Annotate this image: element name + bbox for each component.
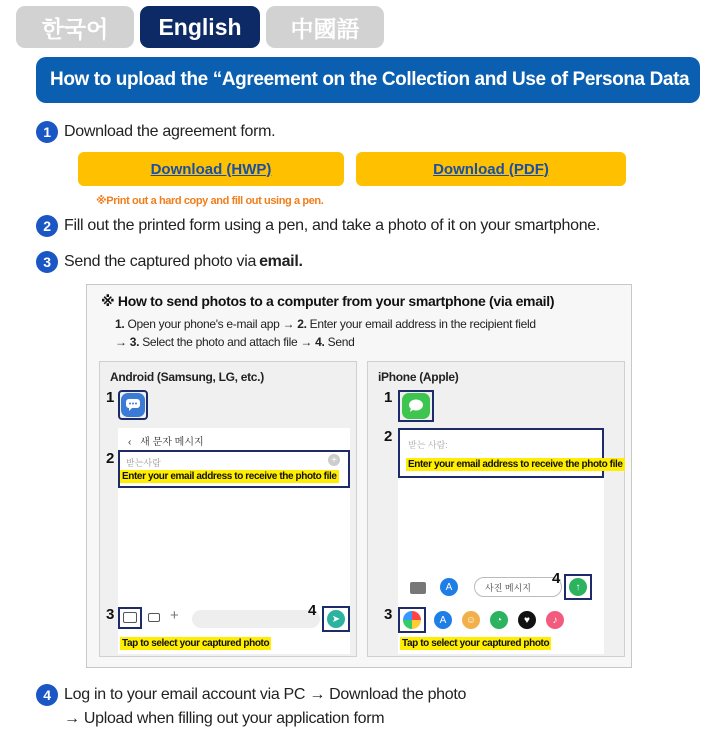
back-arrow-icon[interactable]: ‹: [128, 437, 132, 448]
tab-english[interactable]: English: [140, 6, 260, 48]
send-icon[interactable]: ➤: [327, 610, 345, 628]
android-message-input[interactable]: [192, 610, 320, 628]
guide-title: ※ How to send photos to a computer from your smartphone (via email): [101, 293, 555, 309]
iphone-recipient-field[interactable]: 받는 사람:: [408, 440, 448, 450]
music-icon[interactable]: ♪: [546, 611, 564, 629]
guide-line-1: [115, 317, 536, 331]
step-4-line-1: Log in to your email account via PC → Download the photo: [64, 686, 467, 703]
android-step-label-4: 4: [308, 602, 317, 619]
step-4-line-2: → Upload when filling out your application form: [64, 710, 385, 727]
gallery-icon[interactable]: [123, 612, 137, 623]
guide-num-1: 1.: [115, 317, 125, 331]
iphone-message-input[interactable]: 사진 메시지: [474, 577, 562, 597]
iphone-send-icon[interactable]: ↑: [569, 578, 587, 596]
iphone-step-label-4: 4: [552, 570, 561, 587]
step-4: [36, 684, 466, 706]
page-title-banner: How to upload the “Agreement on the Collection and Use of Persona Data: [36, 57, 700, 103]
iphone-tap-note: Tap to select your captured photo: [402, 638, 550, 649]
android-step-label-1: 1: [106, 389, 115, 406]
add-recipient-icon[interactable]: +: [328, 454, 340, 466]
iphone-step-label-2: 2: [384, 428, 393, 445]
android-enter-email-note: Enter your email address to receive the photo file: [122, 471, 337, 482]
step-number-2: 2: [36, 215, 58, 237]
download-hwp-button[interactable]: Download (HWP): [78, 152, 344, 186]
step-3-email-bold: email.: [259, 253, 303, 270]
language-tabs: [16, 6, 384, 48]
step-number-1: 1: [36, 121, 58, 143]
heart-icon[interactable]: ♥: [518, 611, 536, 629]
step-number-4: 4: [36, 684, 58, 706]
memoji-icon[interactable]: ☺: [462, 611, 480, 629]
android-step-label-2: 2: [106, 450, 115, 467]
tab-korean[interactable]: 한국어: [16, 6, 134, 48]
plus-icon[interactable]: +: [170, 607, 179, 624]
step-2: [36, 215, 600, 237]
android-header-text: 새 문자 메시지: [140, 437, 204, 448]
guide-num-3: 3.: [129, 335, 140, 349]
android-header: [128, 433, 204, 448]
download-pdf-button[interactable]: Download (PDF): [356, 152, 626, 186]
guide-num-4: 4.: [315, 335, 325, 349]
guide-text-4: Send: [324, 335, 355, 349]
imessage-icon[interactable]: [402, 393, 430, 419]
camera-icon[interactable]: [148, 613, 160, 622]
iphone-enter-email-note: Enter your email address to receive the photo file: [408, 459, 623, 470]
print-note: ※Print out a hard copy and fill out using a pen.: [96, 195, 324, 207]
android-recipient-field[interactable]: 받는사람: [126, 458, 161, 468]
tab-chinese[interactable]: 中國語: [266, 6, 384, 48]
photos-icon[interactable]: [403, 611, 421, 629]
iphone-title: iPhone (Apple): [378, 370, 459, 384]
activity-icon[interactable]: ◔: [490, 611, 508, 629]
iphone-step-label-3: 3: [384, 606, 393, 623]
appstore-tray-icon[interactable]: A: [434, 611, 452, 629]
android-tap-note: Tap to select your captured photo: [122, 638, 270, 649]
guide-arrow: →: [115, 335, 130, 349]
step-1: [36, 121, 275, 143]
guide-num-2: 2.: [297, 317, 307, 331]
email-guide-box: [86, 284, 632, 668]
iphone-panel: [367, 361, 625, 657]
android-messages-icon[interactable]: [121, 393, 145, 417]
guide-text-3: Select the photo and attach file →: [139, 335, 316, 349]
guide-text-2: Enter your email address in the recipient field: [306, 317, 536, 331]
android-step-label-3: 3: [106, 606, 115, 623]
step-2-text: Fill out the printed form using a pen, and take a photo of it on your smartphone.: [64, 217, 601, 234]
iphone-camera-icon[interactable]: [410, 582, 426, 594]
guide-line-2: [115, 335, 354, 349]
iphone-step-label-1: 1: [384, 389, 393, 406]
android-panel: [99, 361, 357, 657]
step-3: [36, 251, 303, 273]
step-3-text: Send the captured photo via: [64, 253, 257, 270]
step-1-text: Download the agreement form.: [64, 123, 276, 140]
android-title: Android (Samsung, LG, etc.): [110, 370, 264, 384]
step-number-3: 3: [36, 251, 58, 273]
guide-text-1: Open your phone's e-mail app →: [124, 317, 298, 331]
appstore-icon[interactable]: A: [440, 578, 458, 596]
